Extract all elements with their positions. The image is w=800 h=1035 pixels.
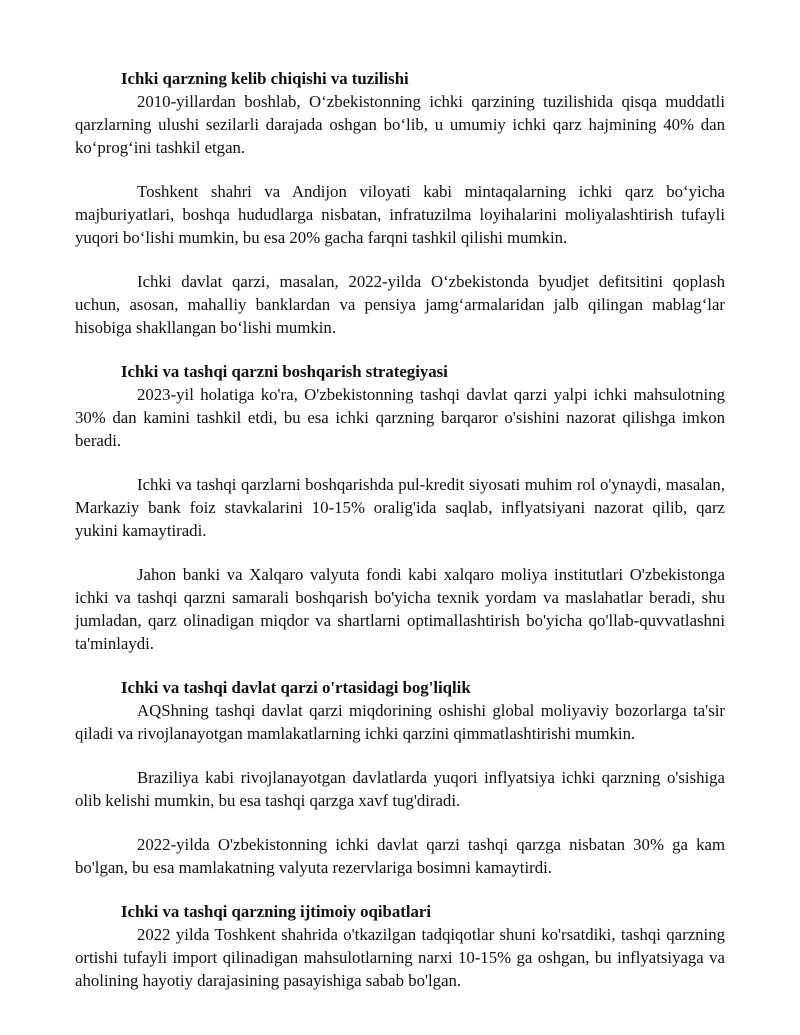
paragraph: 2010-yillardan boshlab, O‘zbekistonning ichki qarzining tuzilishida qisqa muddatli qarzlarning ulushi sezilarli darajada oshgan bo‘lib, u umumiy ichki qarz hajmining 40% dan ko‘prog‘ini tashkil etgan. [75, 92, 725, 157]
section-debt-relationship [75, 676, 725, 879]
paragraph: Jahon banki va Xalqaro valyuta fondi kabi xalqaro moliya institutlari O'zbekistonga ichki va tashqi qarzni samarali boshqarish bo'yicha texnik yordam va maslahatlar beradi, shu jumladan, qarz olinadigan miqdor va shartlarni optimallashtirish bo'yicha qo'llab-quvvatlashni ta'minlaydi. [75, 565, 725, 653]
paragraph: Braziliya kabi rivojlanayotgan davlatlarda yuqori inflyatsiya ichki qarzning o'sishiga olib kelishi mumkin, bu esa tashqi qarzga xavf tug'diradi. [75, 768, 725, 810]
paragraph: Toshkent shahri va Andijon viloyati kabi mintaqalarning ichki qarz bo‘yicha majburiyatlari, boshqa hududlarga nisbatan, infratuzilma loyihalarini moliyalashtirish tufayli yuqori bo‘lishi mumkin, bu esa 20% gacha farqni tashkil qilishi mumkin. [75, 182, 725, 247]
section-social-consequences [75, 900, 725, 992]
section-heading: Ichki qarzning kelib chiqishi va tuzilishi [121, 69, 409, 88]
paragraph: 2022 yilda Toshkent shahrida o'tkazilgan tadqiqotlar shuni ko'rsatdiki, tashqi qarzning ortishi tufayli import qilinadigan mahsulotlarning narxi 10-15% ga oshgan, bu inflyatsiyaga va aholining hayotiy darajasining pasayishiga sabab bo'lgan. [75, 925, 725, 990]
paragraph: 2023-yil holatiga ko'ra, O'zbekistonning tashqi davlat qarzi yalpi ichki mahsulotning 30% dan kamini tashkil etdi, bu esa ichki qarzning barqaror o'sishini nazorat qilishga imkon beradi. [75, 385, 725, 450]
document-page [75, 67, 725, 992]
section-heading: Ichki va tashqi qarzning ijtimoiy oqibatlari [121, 902, 432, 921]
section-heading: Ichki va tashqi davlat qarzi o'rtasidagi bog'liqlik [121, 678, 471, 697]
section-heading: Ichki va tashqi qarzni boshqarish strategiyasi [121, 362, 448, 381]
paragraph: AQShning tashqi davlat qarzi miqdorining oshishi global moliyaviy bozorlarga ta'sir qiladi va rivojlanayotgan mamlakatlarning ichki qarzini qimmatlashtirishi mumkin. [75, 701, 725, 743]
paragraph: 2022-yilda O'zbekistonning ichki davlat qarzi tashqi qarzga nisbatan 30% ga kam bo'lgan, bu esa mamlakatning valyuta rezervlariga bosimni kamaytirdi. [75, 835, 725, 877]
section-debt-management-strategy [75, 360, 725, 655]
paragraph: Ichki va tashqi qarzlarni boshqarishda pul-kredit siyosati muhim rol o'ynaydi, masalan, Markaziy bank foiz stavkalarini 10-15% oralig'ida saqlab, inflyatsiyani nazorat qilib, qarz yukini kamaytiradi. [75, 475, 725, 540]
paragraph: Ichki davlat qarzi, masalan, 2022-yilda O‘zbekistonda byudjet defitsitini qoplash uchun, asosan, mahalliy banklardan va pensiya jamg‘armalaridan jalb qilingan mablag‘lar hisobiga shakllangan bo‘lishi mumkin. [75, 272, 725, 337]
section-origin-structure [75, 67, 725, 339]
